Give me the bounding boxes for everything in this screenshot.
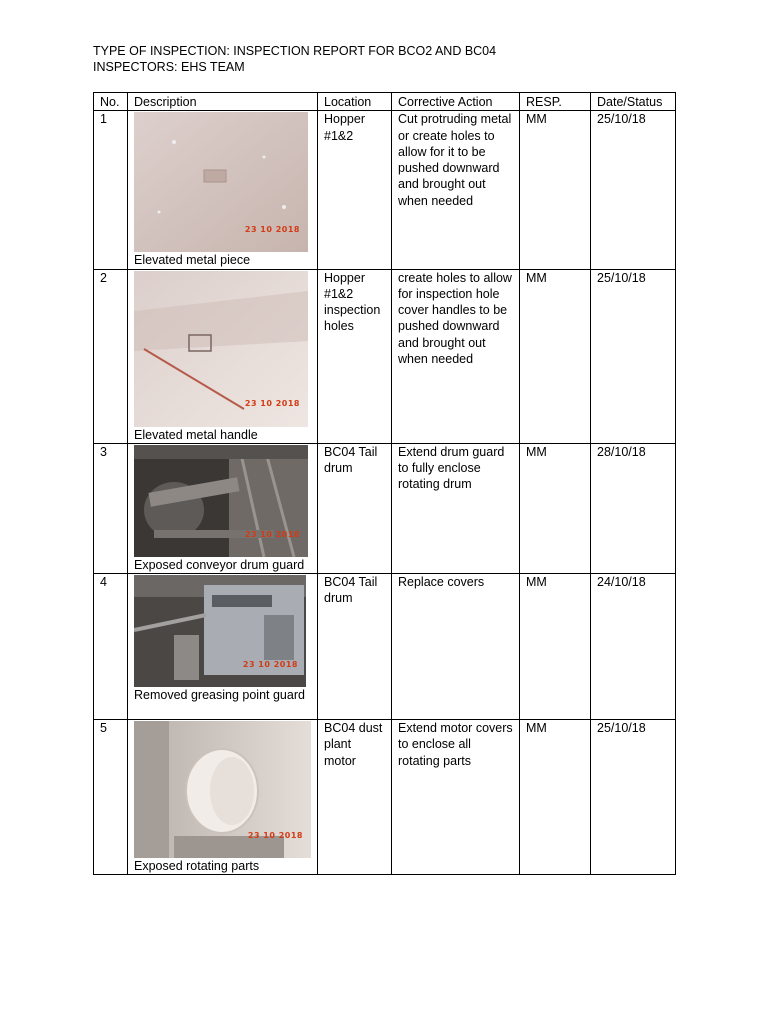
inspection-table [93,92,676,875]
inspection-photo [134,445,308,557]
date-status-cell: 25/10/18 [591,269,676,443]
photo-caption: Exposed conveyor drum guard [134,557,305,572]
photo-caption: Elevated metal piece [134,253,251,268]
location-cell: BC04 dust plant motor [318,720,392,875]
column-header-resp: RESP. [520,93,591,111]
report-title: TYPE OF INSPECTION: INSPECTION REPORT FOR BCO2 AND BC04 [93,44,497,58]
row-number: 2 [94,269,128,443]
location-cell: Hopper #1&2 inspection holes [318,269,392,443]
inspection-photo [134,112,308,252]
date-status-cell: 24/10/18 [591,574,676,720]
table-row [94,269,676,443]
photo-date-stamp: 23 10 2018 [242,659,298,669]
description-cell [128,574,318,720]
description-cell [128,720,318,875]
location-cell: Hopper #1&2 [318,111,392,269]
inspectors-line: INSPECTORS: EHS TEAM [93,60,245,74]
table-row [94,574,676,720]
photo-caption: Exposed rotating parts [134,859,260,874]
date-status-cell: 28/10/18 [591,443,676,573]
resp-cell: MM [520,574,591,720]
column-header-description: Description [128,93,318,111]
corrective-action-cell: create holes to allow for inspection hole cover handles to be pushed downward and brought out when needed [392,269,520,443]
corrective-action-cell: Cut protruding metal or create holes to allow for it to be pushed downward and brought out when needed [392,111,520,269]
resp-cell: MM [520,443,591,573]
resp-cell: MM [520,720,591,875]
photo-caption: Elevated metal handle [134,427,258,442]
description-cell [128,111,318,269]
column-header-location: Location [318,93,392,111]
date-status-cell: 25/10/18 [591,111,676,269]
inspection-photo [134,575,306,687]
column-header-date-status: Date/Status [591,93,676,111]
row-number: 3 [94,443,128,573]
row-number: 1 [94,111,128,269]
photo-caption: Removed greasing point guard [134,688,305,703]
column-header-no: No. [94,93,128,111]
row-number: 4 [94,574,128,720]
inspection-photo [134,721,311,858]
resp-cell: MM [520,111,591,269]
row-number: 5 [94,720,128,875]
photo-date-stamp: 23 10 2018 [244,399,300,409]
column-header-corrective-action: Corrective Action [392,93,520,111]
table-row [94,720,676,875]
corrective-action-cell: Extend drum guard to fully enclose rotating drum [392,443,520,573]
corrective-action-cell: Extend motor covers to enclose all rotating parts [392,720,520,875]
location-cell: BC04 Tail drum [318,574,392,720]
description-cell [128,269,318,443]
table-row [94,111,676,269]
table-header-row [94,93,676,111]
photo-date-stamp: 23 10 2018 [244,225,300,234]
description-cell [128,443,318,573]
table-row [94,443,676,573]
resp-cell: MM [520,269,591,443]
date-status-cell: 25/10/18 [591,720,676,875]
location-cell: BC04 Tail drum [318,443,392,573]
photo-date-stamp: 23 10 2018 [244,529,300,539]
photo-date-stamp: 23 10 2018 [247,830,303,840]
inspection-photo [134,271,308,427]
corrective-action-cell: Replace covers [392,574,520,720]
